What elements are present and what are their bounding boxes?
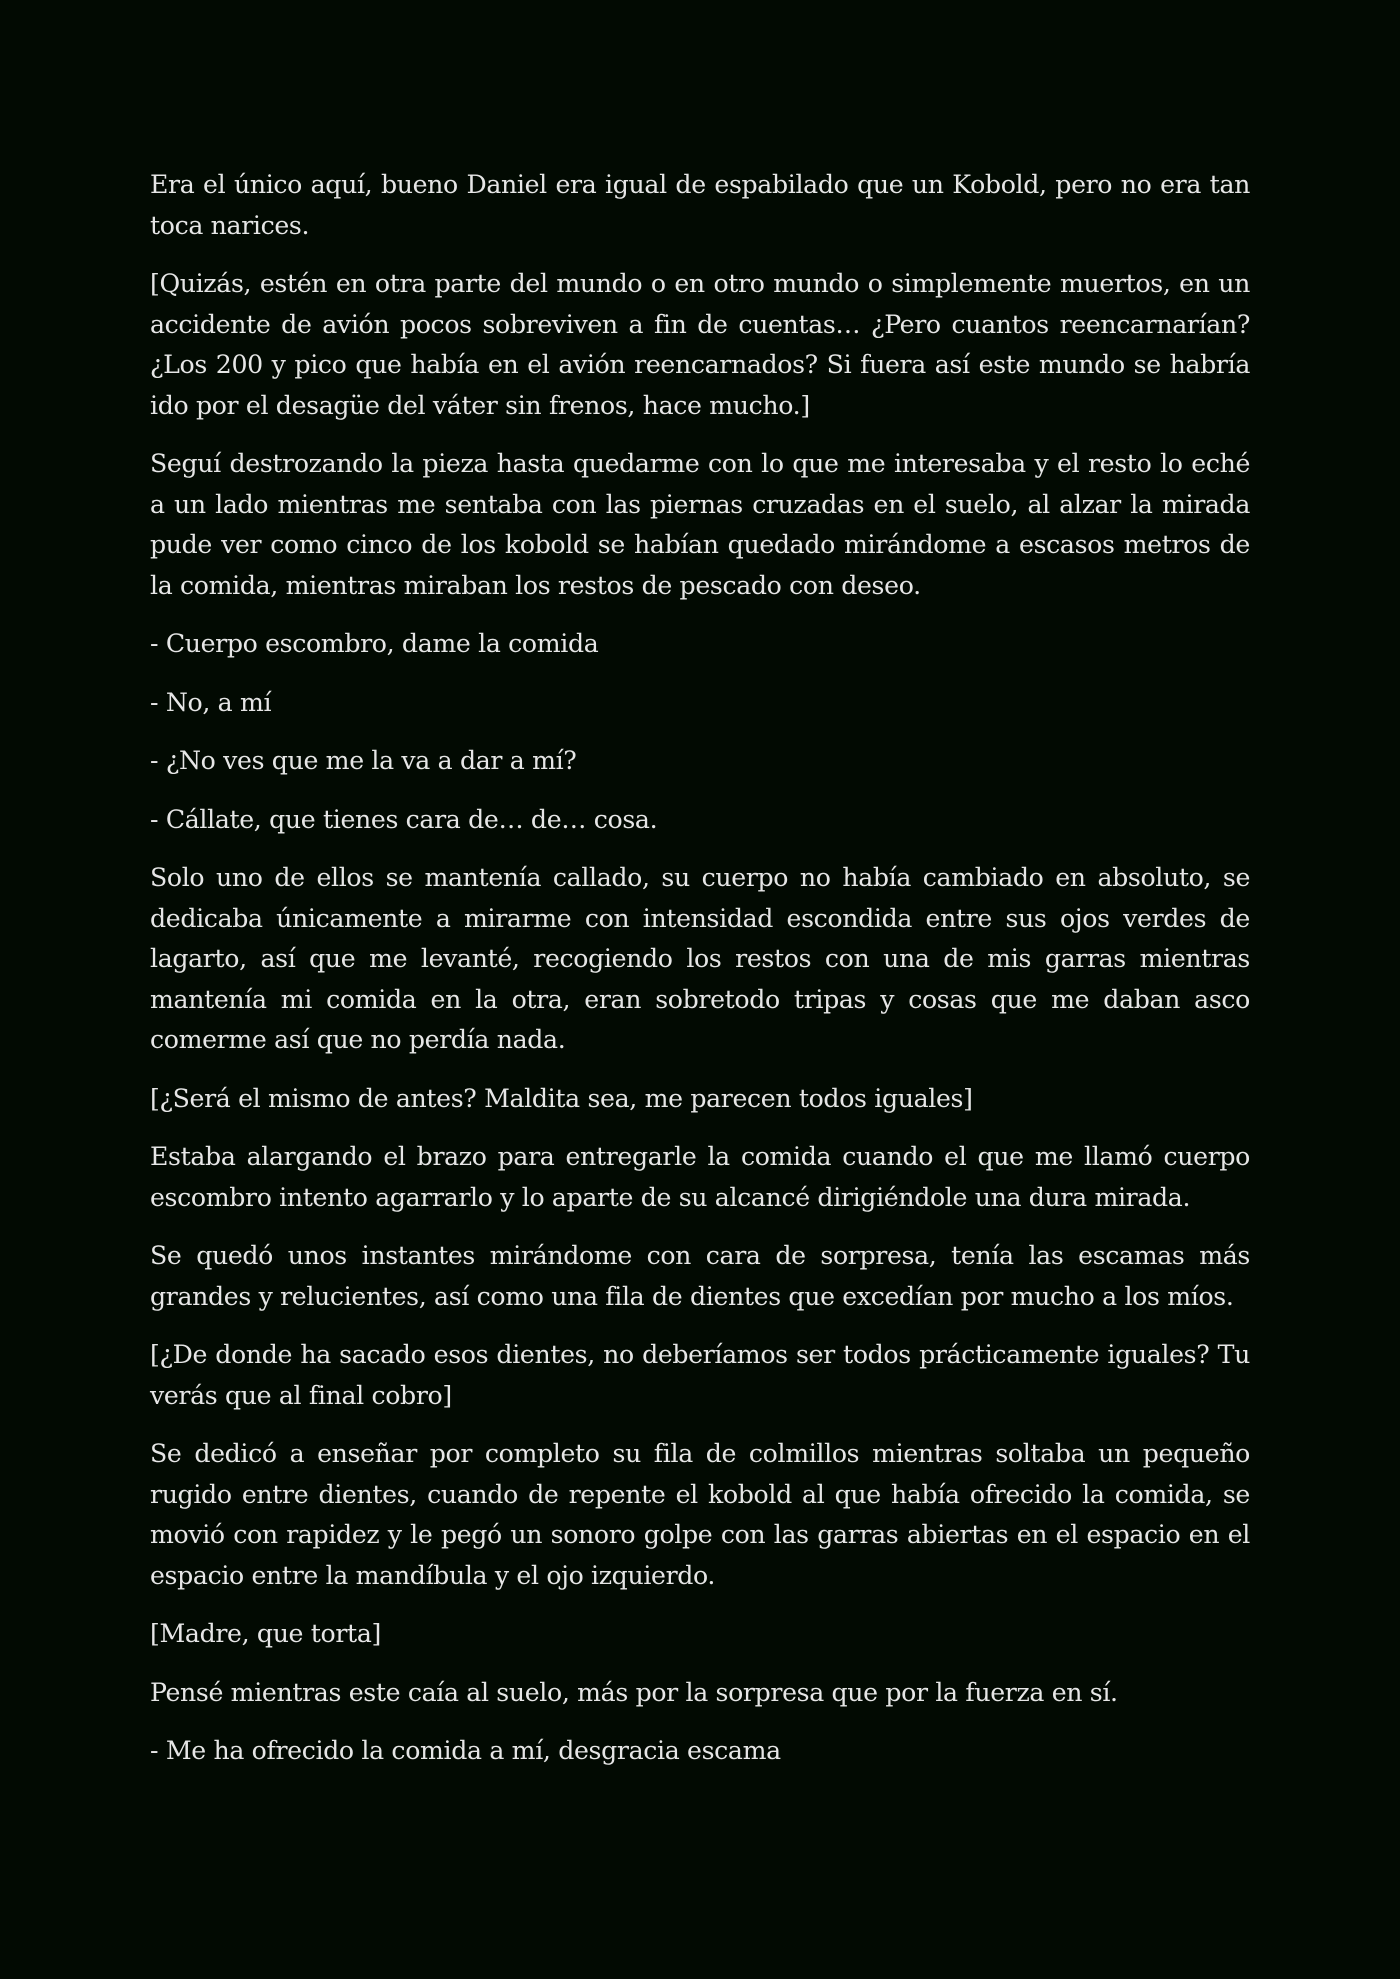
paragraph: Seguí destrozando la pieza hasta quedarme con lo que me interesaba y el resto lo eché a un lado mientras me sentaba con las piernas cruzadas en el suelo, al alzar la mirada pude ver como cinco de los kobold se habían quedado mirándome a escasos metros de la comida, mientras miraban los restos de pescado con deseo. — [150, 449, 1250, 600]
dialogue-line: - Cuerpo escombro, dame la comida — [150, 629, 599, 658]
page-body — [150, 165, 1250, 1790]
thought-line: [¿Será el mismo de antes? Maldita sea, me parecen todos iguales] — [150, 1083, 973, 1113]
paragraph: Solo uno de ellos se mantenía callado, su cuerpo no había cambiado en absoluto, se dedicaba únicamente a mirarme con intensidad escondida entre sus ojos verdes de lagarto, así que me levanté, recogiendo los restos con una de mis garras mientras mantenía mi comida en la otra, eran sobretodo tripas y cosas que me daban asco comerme así que no perdía nada. — [150, 863, 1250, 1054]
dialogue-line: - No, a mí — [150, 687, 272, 717]
paragraph: Se quedó unos instantes mirándome con cara de sorpresa, tenía las escamas más grandes y relucientes, así como una fila de dientes que excedían por mucho a los míos. — [150, 1241, 1250, 1311]
paragraph: Se dedicó a enseñar por completo su fila de colmillos mientras soltaba un pequeño rugido entre dientes, cuando de repente el kobold al que había ofrecido la comida, se movió con rapidez y le pegó un sonoro golpe con las garras abiertas en el espacio en el espacio entre la mandíbula y el ojo izquierdo. — [150, 1439, 1250, 1590]
thought-line: [¿De donde ha sacado esos dientes, no deberíamos ser todos prácticamente iguales? Tu verás que al final cobro] — [150, 1340, 1250, 1410]
dialogue-line: - Me ha ofrecido la comida a mí, desgracia escama — [150, 1736, 781, 1765]
dialogue-line: - Cállate, que tienes cara de… de… cosa. — [150, 804, 658, 834]
paragraph: Estaba alargando el brazo para entregarle la comida cuando el que me llamó cuerpo escombro intento agarrarlo y lo aparte de su alcancé dirigiéndole una dura mirada. — [150, 1142, 1250, 1212]
paragraph: Era el único aquí, bueno Daniel era igual de espabilado que un Kobold, pero no era tan toca narices. — [150, 170, 1250, 240]
paragraph: [Quizás, estén en otra parte del mundo o en otro mundo o simplemente muertos, en un accidente de avión pocos sobreviven a fin de cuentas… ¿Pero cuantos reencarnarían? ¿Los 200 y pico que había en el avión reencarnados? Si fuera así este mundo se habría ido por el desagüe del váter sin frenos, hace mucho.] — [150, 269, 1250, 420]
dialogue-line: - ¿No ves que me la va a dar a mí? — [150, 746, 577, 775]
paragraph: Pensé mientras este caía al suelo, más por la sorpresa que por la fuerza en sí. — [150, 1677, 1118, 1707]
thought-line: [Madre, que torta] — [150, 1619, 381, 1648]
